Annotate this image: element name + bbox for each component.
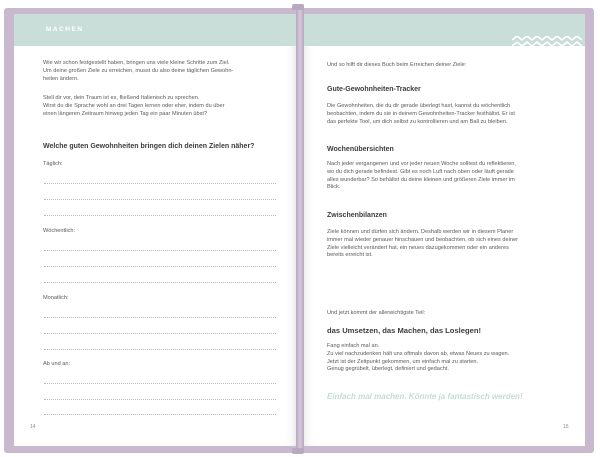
- section-title-tracker: Gute-Gewohnheiten-Tracker: [327, 86, 421, 93]
- zigzag-decoration-icon: [512, 36, 582, 48]
- writing-line[interactable]: [44, 183, 276, 184]
- writing-line[interactable]: [44, 250, 276, 251]
- writing-line[interactable]: [44, 333, 276, 334]
- label-weekly: Wöchentlich:: [43, 228, 76, 234]
- label-occasionally: Ab und an:: [43, 361, 71, 367]
- writing-line[interactable]: [44, 414, 276, 415]
- bookmark-ribbon-top: [292, 4, 304, 10]
- intro-paragraph-2: Stell dir vor, dein Traum ist es, fließend Italienisch zu sprechen. Wirst du die Sprache wohl an drei Tagen lernen oder eher, indem du über einen längeren Zeitraum hinweg jeden Tag ein paar Minuten übst?: [43, 95, 225, 117]
- right-intro: Und so hilft dir dieses Buch beim Erreichen deiner Ziele:: [327, 62, 467, 68]
- section-title-weekly: Wochenübersichten: [327, 146, 394, 153]
- page-number-right: 15: [563, 424, 569, 430]
- habits-question: Welche guten Gewohnheiten bringen dich deinen Zielen näher?: [43, 143, 255, 150]
- label-monthly: Monatlich:: [43, 295, 69, 301]
- book-spine: [296, 8, 304, 453]
- writing-line[interactable]: [44, 199, 276, 200]
- section-title-interim: Zwischenbilanzen: [327, 212, 387, 219]
- writing-line[interactable]: [44, 215, 276, 216]
- writing-line[interactable]: [44, 399, 276, 400]
- transition-text: Und jetzt kommt der allerwichtigste Teil:: [327, 310, 426, 316]
- section-text-interim: Ziele können und dürfen sich ändern. Deshalb werden wir in diesem Planer immer mal wieder genauer hinschauen und beobachten, ob sich eines deiner Ziele vielleicht verändert hat, ein neues dazugekommen oder ein anderes bereits erreicht ist.: [327, 229, 518, 259]
- highlight-quote: Einfach mal machen. Könnte ja fantastisch werden!: [327, 392, 523, 401]
- writing-line[interactable]: [44, 317, 276, 318]
- intro-paragraph-1: Wie wir schon festgestellt haben, bringen uns viele kleine Schritte zum Ziel. Um deine großen Ziele zu erreichen, musst du also deine täglichen Gewohn- heiten ändern.: [43, 60, 234, 82]
- writing-line[interactable]: [44, 383, 276, 384]
- chapter-title: MACHEN: [46, 26, 84, 33]
- writing-line[interactable]: [44, 266, 276, 267]
- section-text-tracker: Die Gewohnheiten, die du dir gerade überlegt hast, kannst du wöchentlich beobachten, indem du sie in deinem Gewohnheiten-Tracker festhältst. Er ist das perfekte Tool, um dich selbst zu kontrollieren und am Ball zu bleiben.: [327, 103, 515, 125]
- label-daily: Täglich:: [43, 161, 63, 167]
- writing-line[interactable]: [44, 282, 276, 283]
- writing-line[interactable]: [44, 349, 276, 350]
- closing-paragraph: Fang einfach mal an. Zu viel nachzudenken hält uns oftmals davon ab, etwas Neues zu wagen. Jetzt ist der Zeitpunkt gekommen, um einfach mal zu starten. Genug gegrübelt, überlegt, definiert und gedacht.: [327, 343, 510, 373]
- section-text-weekly: Nach jeder vergangenen und vor jeder neuen Woche solltest du reflektieren, wo du dich gerade befindest. Gibt es noch Luft nach oben oder läuft gerade alles wunderbar? So behältst du deine kleinen und größeren Ziele immer im Blick.: [327, 161, 516, 191]
- bookmark-ribbon-bottom: [292, 448, 304, 454]
- page-number-left: 14: [30, 424, 36, 430]
- big-heading: das Umsetzen, das Machen, das Loslegen!: [327, 326, 482, 335]
